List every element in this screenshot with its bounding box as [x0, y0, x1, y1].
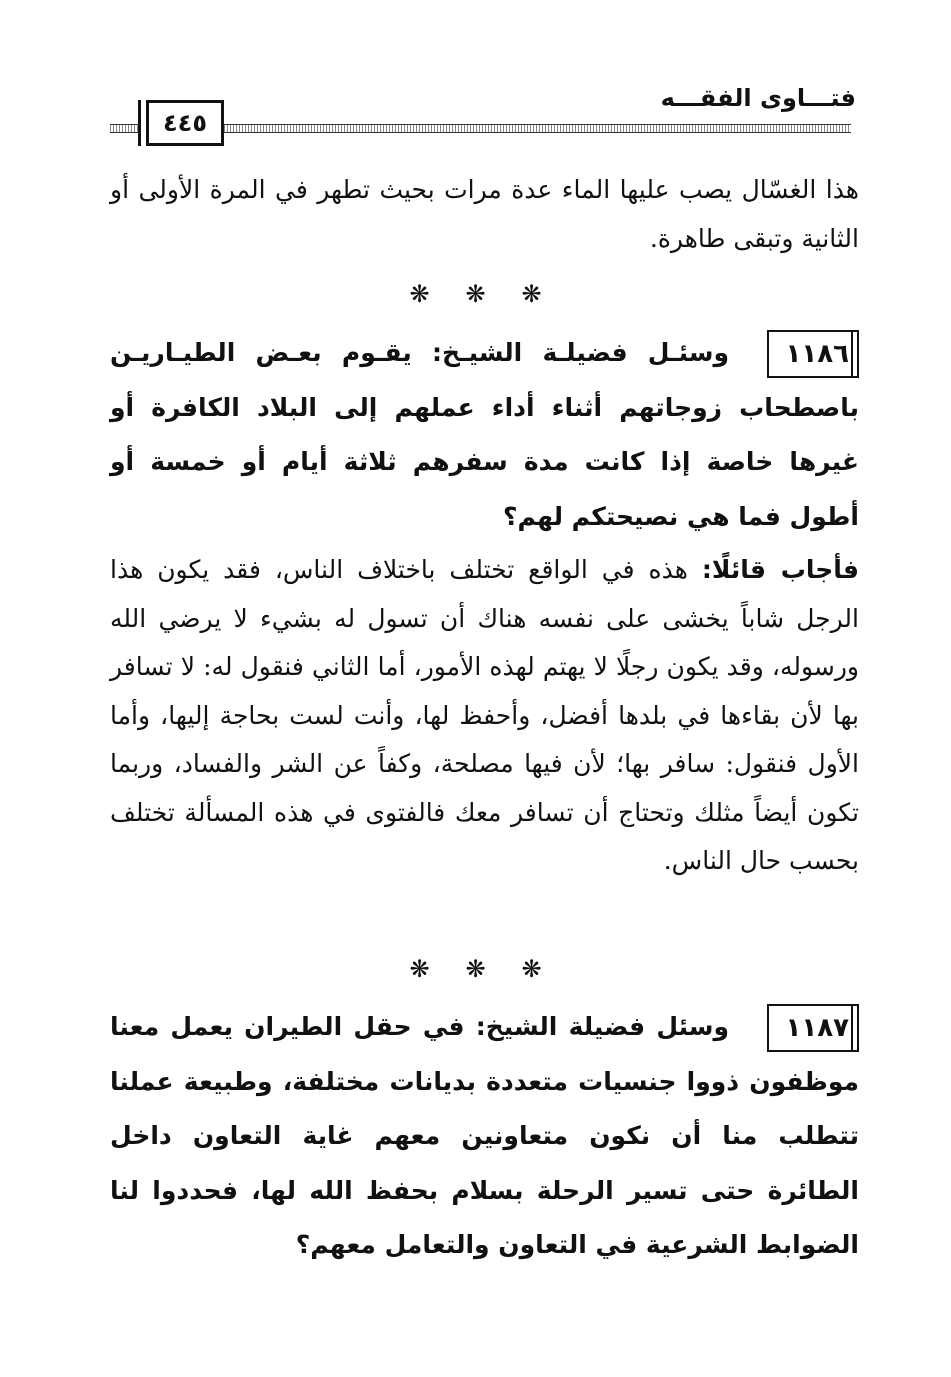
answer-1186 — [110, 546, 859, 886]
star-icon: ❋ — [465, 955, 486, 983]
question-text: وسئـل فضيلـة الشيـخ: يقـوم بعـض الطيـاريـن باصطحاب زوجاتهم أثناء أداء عملهم إلى البلاد الكافرة أو غيرها خاصة إذا كانت مدة سفرهم ثلاثة أيام أو خمسة أو أطول فما هي نصيحتكم لهم؟ — [110, 338, 859, 531]
question-1187 — [110, 1000, 859, 1273]
question-number-box: ١١٨٧ — [767, 1004, 859, 1052]
question-number-box: ١١٨٦ — [767, 330, 859, 378]
section-separator — [0, 280, 951, 308]
star-icon: ❋ — [465, 280, 486, 308]
star-icon: ❋ — [521, 280, 542, 308]
section-separator — [0, 955, 951, 983]
star-icon: ❋ — [409, 955, 430, 983]
answer-text: هذه في الواقع تختلف باختلاف الناس، فقد يكون هذا الرجل شاباً يخشى على نفسه هناك أن تسول له بشيء لا يرضي الله ورسوله، وقد يكون رجلًا لا يهتم لهذه الأمور، أما الثاني فنقول له: لا تسافر بها لأن بقاءها في بلدها أفضل، وأحفظ لها، وأنت لست بحاجة إليها، وأما الأول فنقول: سافر بها؛ لأن فيها مصلحة، وكفاً عن الشر والفساد، وربما تكون أيضاً مثلك وتحتاج أن تسافر معك فالفتوى في هذه المسألة تختلف بحسب حال الناس. — [110, 555, 859, 875]
running-header-title: فتـــاوى الفقـــه — [660, 84, 856, 112]
answer-lead: فأجاب قائلًا: — [701, 555, 859, 584]
star-icon: ❋ — [409, 280, 430, 308]
star-icon: ❋ — [521, 955, 542, 983]
intro-paragraph: هذا الغسّال يصب عليها الماء عدة مرات بحيث تطهر في المرة الأولى أو الثانية وتبقى طاهرة. — [110, 175, 859, 253]
question-1186 — [110, 326, 859, 544]
page-number: ٤٤٥ — [146, 100, 224, 146]
question-text: وسئل فضيلة الشيخ: في حقل الطيران يعمل معنا موظفون ذووا جنسيات متعددة بديانات مختلفة، وطبيعة عملنا تتطلب منا أن نكون متعاونين معهم غاية التعاون داخل الطائرة حتى تسير الرحلة بسلام بحفظ الله لها، فحددوا لنا الضوابط الشرعية في التعاون والتعامل معهم؟ — [110, 1012, 859, 1259]
